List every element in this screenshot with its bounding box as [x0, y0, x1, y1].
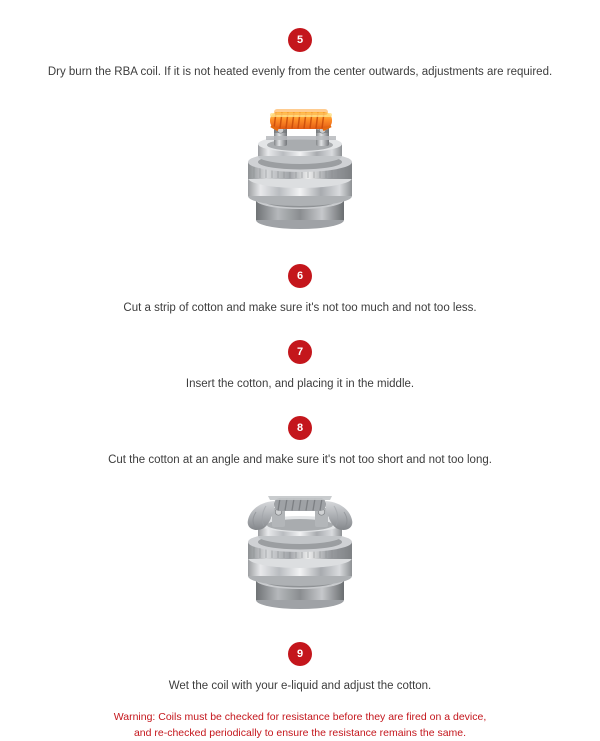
figure-coil-deck	[0, 100, 600, 240]
spacer	[0, 468, 600, 488]
rba-deck-with-orange-heated-coil-illustration	[170, 100, 430, 240]
step-8-block	[0, 416, 600, 468]
spacer	[0, 392, 600, 416]
rba-deck-with-cotton-installed-illustration	[170, 488, 430, 618]
step-text-9: Wet the coil with your e-liquid and adjust the cotton.	[168, 680, 432, 693]
step-9-block	[0, 642, 600, 694]
step-text-8: Cut the cotton at an angle and make sure it's not too short and not too long.	[108, 454, 492, 467]
spacer	[0, 240, 600, 264]
step-5-block	[0, 28, 600, 80]
step-text-5: Dry burn the RBA coil. If it is not heated evenly from the center outwards, adjustments are required.	[47, 66, 553, 78]
spacer	[0, 80, 600, 100]
warning-line-2: and re-checked periodically to ensure the resistance remains the same.	[133, 726, 467, 739]
spacer	[0, 694, 600, 710]
spacer	[0, 618, 600, 642]
step-text-6: Cut a strip of cotton and make sure it's not too much and not too less.	[123, 302, 477, 315]
step-number-badge-8: 8	[288, 416, 312, 440]
heated-coil	[270, 109, 332, 130]
top-spacer	[0, 0, 600, 28]
warning-note	[0, 710, 600, 740]
warning-line-1: Warning: Coils must be checked for resistance before they are fired on a device,	[113, 711, 487, 724]
step-text-7: Insert the cotton, and placing it in the middle.	[185, 378, 415, 391]
step-number-badge-5: 5	[288, 28, 312, 52]
step-7-block	[0, 340, 600, 392]
step-6-block	[0, 264, 600, 316]
step-number-badge-6: 6	[288, 264, 312, 288]
spacer	[0, 316, 600, 340]
step-number-badge-7: 7	[288, 340, 312, 364]
figure-cotton-deck	[0, 488, 600, 618]
step-number-badge-9: 9	[288, 642, 312, 666]
